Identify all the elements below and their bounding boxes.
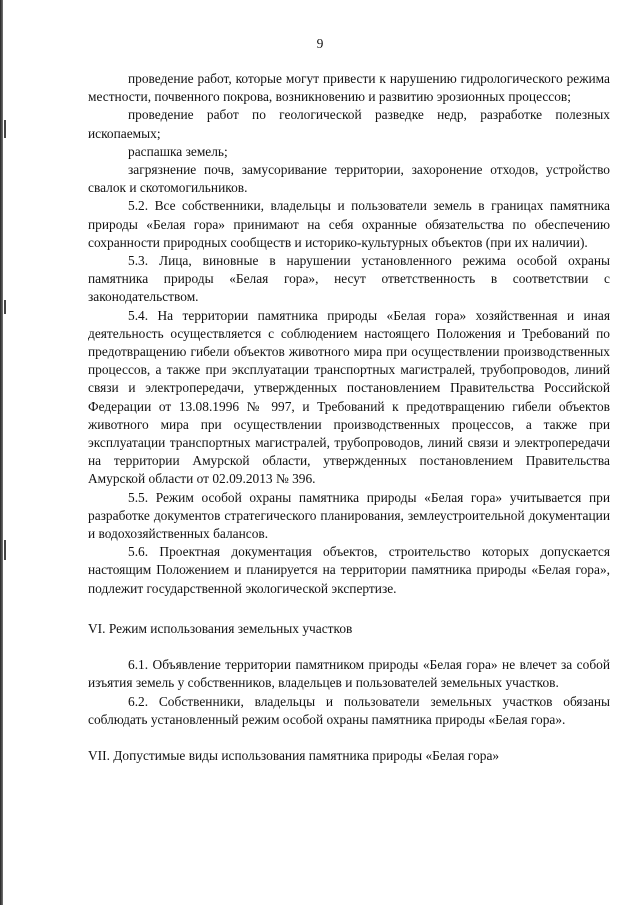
binding-mark: [4, 540, 6, 560]
paragraph-geology: проведение работ по геологической разведке недр, разработке полезных ископаемых;: [88, 107, 610, 141]
section-vi-heading: VI. Режим использования земельных участков: [88, 620, 353, 636]
paragraph-5-6: 5.6. Проектная документация объектов, строительство которых допускается настоящим Положением и планируется на территории памятника природы «Белая гора», подлежит государственной экологической экспертизе.: [88, 544, 610, 596]
paragraph-5-2: 5.2. Все собственники, владельцы и пользователи земель в границах памятника природы «Белая гора» принимают на себя охранные обязательства по обеспечению сохранности природных сообществ и историко-культурных объектов (при их наличии).: [88, 198, 610, 250]
binding-mark: [4, 120, 6, 138]
paragraph-pollution: загрязнение почв, замусоривание территории, захоронение отходов, устройство свалок и скотомогильников.: [88, 162, 610, 196]
paragraph-5-3: 5.3. Лица, виновные в нарушении установленного режима особой охраны памятника природы «Белая гора», несут ответственность в соответствии с законодательством.: [88, 253, 610, 305]
paragraph-5-4: 5.4. На территории памятника природы «Белая гора» хозяйственная и иная деятельность осуществляется с соблюдением настоящего Положения и Требований по предотвращению гибели объектов животного мира при осуществлении производственных процессов, а также при эксплуатации транспортных магистралей, трубопроводов, линий связи и электропередачи, утвержденных постановлением Правительства Российской Федерации от 13.08.1996 № 997, и Требований к предотвращению гибели объектов животного мира при осуществлении производственных процессов, а также при эксплуатации транспортных магистралей, трубопроводов, линий связи и электропередачи на территории Амурской области, утвержденных постановлением Правительства Амурской области от 02.09.2013 № 396.: [88, 307, 610, 487]
binding-mark: [4, 300, 6, 314]
page-number: 9: [316, 36, 324, 51]
paragraph-6-2: 6.2. Собственники, владельцы и пользователи земельных участков обязаны соблюдать установленный режим особой охраны памятника природы «Белая гора».: [88, 693, 610, 727]
section-vii-heading: VII. Допустимые виды использования памятника природы «Белая гора»: [88, 747, 500, 763]
document-body: [88, 70, 610, 783]
paragraph-hydrology: проведение работ, которые могут привести к нарушению гидрологического режима местности, почвенного покрова, возникновению и развитию эрозионных процессов;: [88, 71, 610, 105]
page-binding-edge: [0, 0, 3, 905]
paragraph-5-5: 5.5. Режим особой охраны памятника природы «Белая гора» учитывается при разработке документов стратегического планирования, землеустроительной документации и водохозяйственных балансов.: [88, 489, 610, 542]
paragraph-plowing: распашка земель;: [128, 143, 228, 159]
paragraph-6-1: 6.1. Объявление территории памятником природы «Белая гора» не влечет за собой изъятия земель у собственников, владельцев и пользователей земельных участков.: [88, 657, 610, 691]
